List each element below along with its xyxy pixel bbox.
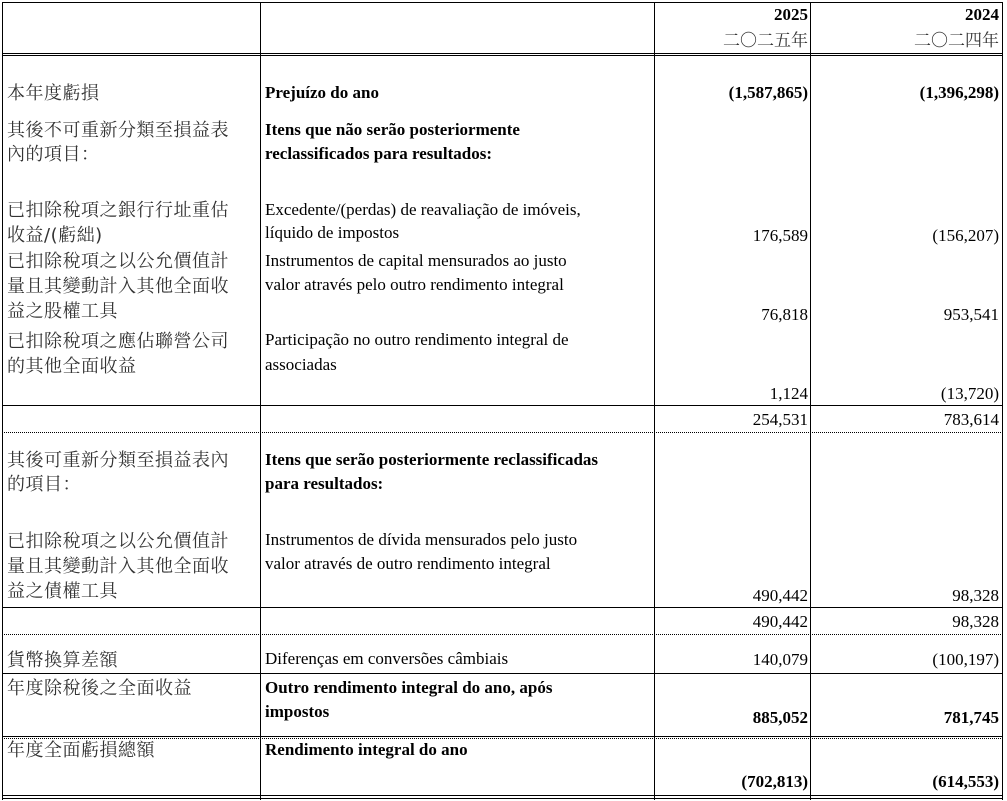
label-pt-reclassified-l1: Itens que serão posteriormente reclassificadas [265, 450, 599, 469]
header-year-2024-zh: 二〇二四年 [914, 31, 999, 51]
label-pt-loss-for-year: Prejuízo do ano [265, 83, 379, 102]
border-right [1002, 2, 1003, 800]
label-pt-associates-l1: Participação no outro rendimento integral de [265, 330, 569, 349]
divider-2025-2024 [810, 2, 811, 800]
label-zh-equity-fvoci-l3: 益之股權工具 [7, 301, 118, 322]
header-year-2025: 2025 [774, 5, 808, 24]
rule-before-subtotal-1 [2, 405, 1003, 406]
value-2024-subtotal-reclassified: 98,328 [952, 612, 999, 631]
label-pt-revaluation-l2: líquido de impostos [265, 223, 400, 242]
value-2024-loss-for-year: (1,396,298) [919, 83, 999, 102]
value-2024-revaluation: (156,207) [932, 226, 999, 245]
value-2024-associates: (13,720) [940, 384, 999, 403]
label-zh-oci-net-of-tax: 年度除稅後之全面收益 [7, 678, 192, 699]
header-underline [2, 53, 1003, 54]
value-2024-exchange-differences: (100,197) [932, 650, 999, 669]
value-2025-subtotal-reclassified: 490,442 [752, 612, 808, 631]
dotted-after-subtotal-1 [2, 432, 1003, 433]
rule-bottom-2 [2, 798, 1003, 799]
border-left [2, 2, 3, 800]
divider-pt-2025 [654, 2, 655, 800]
label-pt-equity-fvoci-l2: valor através pelo outro rendimento integral [265, 275, 564, 294]
label-zh-associates-l2: 的其他全面收益 [7, 356, 137, 377]
label-zh-reclassified-l2: 的項目： [7, 474, 81, 495]
label-pt-debt-fvoci-l1: Instrumentos de dívida mensurados pelo justo [265, 530, 578, 549]
rule-after-header [2, 55, 1003, 56]
label-zh-associates-l1: 已扣除稅項之應佔聯營公司 [7, 331, 229, 352]
value-2024-debt-fvoci: 98,328 [952, 586, 999, 605]
label-zh-equity-fvoci-l1: 已扣除稅項之以公允價值計 [7, 251, 229, 272]
divider-zh-pt [260, 2, 261, 800]
label-zh-total-comprehensive-loss: 年度全面虧損總額 [7, 740, 155, 761]
label-zh-debt-fvoci-l3: 益之債權工具 [7, 581, 118, 602]
value-2025-total-comprehensive-loss: (702,813) [741, 772, 808, 791]
label-zh-not-reclassified-l1: 其後不可重新分類至損益表 [7, 120, 229, 141]
header-year-2025-zh: 二〇二五年 [723, 31, 808, 51]
value-2025-debt-fvoci: 490,442 [752, 586, 808, 605]
value-2025-revaluation: 176,589 [752, 226, 808, 245]
label-pt-debt-fvoci-l2: valor através de outro rendimento integral [265, 554, 551, 573]
label-pt-oci-net-of-tax-l2: impostos [265, 702, 330, 721]
label-zh-loss-for-year: 本年度虧損 [7, 83, 100, 104]
label-zh-reclassified-l1: 其後可重新分類至損益表內 [7, 450, 229, 471]
rule-bottom-1 [2, 795, 1003, 796]
label-pt-not-reclassified-l2: reclassificados para resultados: [265, 144, 492, 163]
label-zh-exchange-differences: 貨幣換算差額 [7, 650, 118, 671]
label-pt-not-reclassified-l1: Itens que não serão posteriormente [265, 120, 520, 139]
value-2025-subtotal-not-reclassified: 254,531 [752, 410, 808, 429]
value-2024-equity-fvoci: 953,541 [943, 305, 999, 324]
value-2024-oci-net-of-tax: 781,745 [943, 708, 999, 727]
label-pt-reclassified-l2: para resultados: [265, 474, 384, 493]
rule-after-oci [2, 736, 1003, 737]
header-year-2024: 2024 [965, 5, 999, 24]
rule-before-oci [2, 673, 1003, 674]
value-2025-exchange-differences: 140,079 [752, 650, 808, 669]
value-2025-associates: 1,124 [769, 384, 808, 403]
value-2024-subtotal-not-reclassified: 783,614 [943, 410, 999, 429]
value-2025-oci-net-of-tax: 885,052 [752, 708, 808, 727]
label-pt-revaluation-l1: Excedente/(perdas) de reavaliação de imóveis, [265, 200, 581, 219]
label-zh-debt-fvoci-l1: 已扣除稅項之以公允價值計 [7, 531, 229, 552]
dotted-after-subtotal-2 [2, 634, 1003, 635]
label-zh-not-reclassified-l2: 內的項目： [7, 144, 100, 165]
label-pt-equity-fvoci-l1: Instrumentos de capital mensurados ao justo [265, 251, 567, 270]
value-2025-loss-for-year: (1,587,865) [728, 83, 808, 102]
rule-before-subtotal-2 [2, 607, 1003, 608]
border-top [2, 2, 1003, 3]
label-pt-total-comprehensive-loss: Rendimento integral do ano [265, 740, 468, 759]
label-pt-exchange-differences: Diferenças em conversões câmbiais [265, 649, 509, 668]
label-pt-oci-net-of-tax-l1: Outro rendimento integral do ano, após [265, 678, 553, 697]
label-zh-debt-fvoci-l2: 量且其變動計入其他全面收 [7, 556, 229, 577]
value-2024-total-comprehensive-loss: (614,553) [932, 772, 999, 791]
value-2025-equity-fvoci: 76,818 [761, 305, 808, 324]
label-zh-revaluation-l1: 已扣除稅項之銀行行址重估 [7, 200, 229, 221]
label-zh-equity-fvoci-l2: 量且其變動計入其他全面收 [7, 276, 229, 297]
label-pt-associates-l2: associadas [265, 355, 337, 374]
label-zh-revaluation-l2: 收益/(虧絀) [7, 225, 103, 246]
